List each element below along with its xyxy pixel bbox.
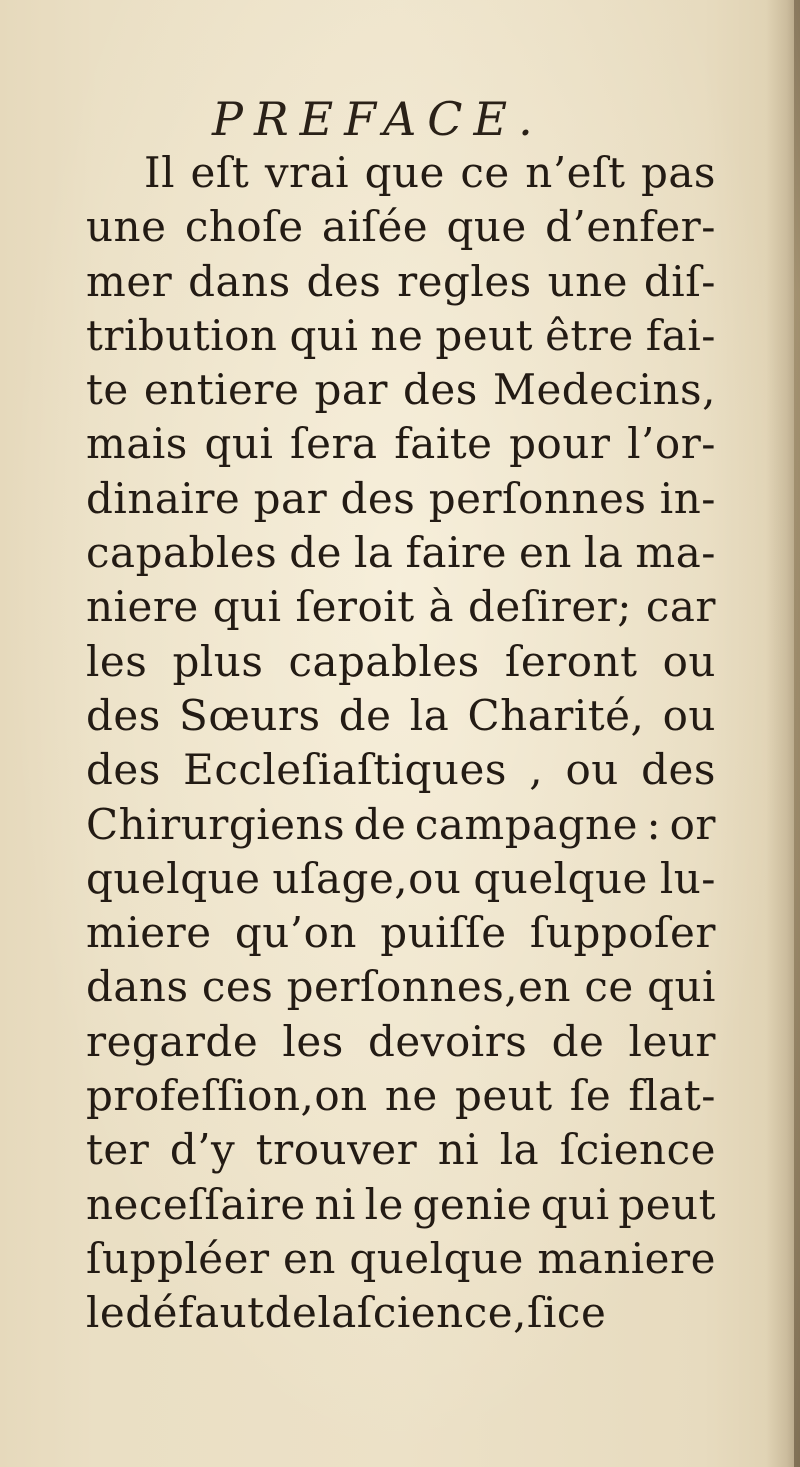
text-line-13 <box>86 798 716 852</box>
word: la <box>499 1125 540 1175</box>
word: flat- <box>628 1071 716 1121</box>
word: plus <box>172 636 264 686</box>
word: par <box>314 365 388 415</box>
word: les <box>282 1016 344 1066</box>
word: lu- <box>659 853 716 903</box>
word: qui <box>212 582 282 632</box>
word: la <box>409 690 450 740</box>
word: une <box>547 256 629 306</box>
word: qu’on <box>234 908 357 958</box>
word: ce <box>584 962 634 1012</box>
word: regarde <box>86 1016 259 1066</box>
book-spine-edge <box>794 0 800 1467</box>
word: ne <box>384 1071 438 1121</box>
text-line-5 <box>86 363 716 417</box>
word: pour <box>509 419 611 469</box>
word: ni <box>314 1179 356 1229</box>
word: des <box>403 365 478 415</box>
word: être <box>545 310 634 360</box>
word: campagne <box>414 799 638 849</box>
word: ſera <box>290 419 378 469</box>
word: profeſſion,on <box>86 1071 368 1121</box>
running-header: PREFACE. <box>212 92 544 146</box>
word: des <box>86 690 161 740</box>
word: : <box>646 799 662 849</box>
word: de <box>338 690 392 740</box>
word: ter <box>86 1125 150 1175</box>
word: quelque <box>473 853 648 903</box>
word: ſeroit <box>295 582 415 632</box>
word: ni <box>437 1125 480 1175</box>
word: tribution <box>86 310 278 360</box>
word: d’enfer- <box>545 202 716 252</box>
word: en <box>283 1233 336 1283</box>
word: des <box>641 745 716 795</box>
word: niere <box>86 582 199 632</box>
word: ne <box>370 310 424 360</box>
word: leur <box>628 1016 716 1066</box>
word: une <box>86 202 167 252</box>
word: peut <box>435 310 534 360</box>
word: l’or- <box>627 419 716 469</box>
text-line-20 <box>86 1178 716 1232</box>
word: peut <box>618 1179 716 1229</box>
text-line-12 <box>86 743 716 797</box>
word: ſi <box>526 1288 557 1338</box>
word: faire <box>405 528 507 578</box>
text-line-18 <box>86 1069 716 1123</box>
word: perſonnes <box>428 473 647 523</box>
word: le <box>86 1288 126 1338</box>
word: ou <box>565 745 619 795</box>
word: pas <box>640 148 716 197</box>
word: des <box>86 745 161 795</box>
word: in- <box>659 473 716 523</box>
word: ces <box>201 962 274 1012</box>
word: maniere <box>537 1233 716 1283</box>
text-line-7 <box>86 472 716 526</box>
word: ſe <box>569 1071 612 1121</box>
word: neceſſaire <box>86 1179 306 1229</box>
word: que <box>446 202 527 252</box>
word: dinaire <box>86 473 241 523</box>
word: ſcience <box>559 1125 716 1175</box>
word: puiſſe <box>380 908 507 958</box>
word: entiere <box>143 365 300 415</box>
text-line-2 <box>86 200 716 254</box>
word: la <box>583 528 624 578</box>
word: Medecins, <box>492 365 716 415</box>
text-line-6 <box>86 417 716 471</box>
word: n’eſt <box>525 148 626 197</box>
word: ce <box>460 148 510 197</box>
word: par <box>253 473 328 523</box>
word: Charité, <box>467 690 645 740</box>
body-text <box>86 146 716 1341</box>
word: le <box>364 1179 404 1229</box>
word: de <box>264 1288 318 1338</box>
word: devoirs <box>368 1016 528 1066</box>
word: ou <box>662 690 716 740</box>
word: miere <box>86 908 212 958</box>
text-line-3 <box>86 255 716 309</box>
word: à <box>428 582 455 632</box>
word: dans <box>86 962 189 1012</box>
word: qui <box>204 419 274 469</box>
word: d’y <box>169 1125 236 1175</box>
word: faite <box>394 419 493 469</box>
text-line-14 <box>86 852 716 906</box>
text-line-19 <box>86 1123 716 1177</box>
word: genie <box>412 1179 533 1229</box>
word: ce <box>556 1288 607 1338</box>
word: de <box>289 528 342 578</box>
word: capables <box>288 636 480 686</box>
word: car <box>645 582 716 632</box>
word: aiſée <box>321 202 429 252</box>
word: Sœurs <box>179 690 321 740</box>
word: la <box>354 528 394 578</box>
word: défaut <box>125 1288 265 1338</box>
word: deſirer; <box>468 582 632 632</box>
text-line-4 <box>86 309 716 363</box>
word: regles <box>397 256 532 306</box>
text-line-16 <box>86 960 716 1014</box>
word: Chirurgiens <box>86 799 346 849</box>
word: qui <box>647 962 716 1012</box>
word: capables <box>86 528 278 578</box>
word: ou <box>662 636 716 686</box>
word: eſt <box>190 148 250 197</box>
word: ſuppléer <box>86 1233 270 1283</box>
word: diſ- <box>643 256 716 306</box>
word: ſcience, <box>356 1288 527 1338</box>
text-line-21 <box>86 1232 716 1286</box>
word: en <box>518 528 572 578</box>
word: fai- <box>645 310 716 360</box>
text-line-9 <box>86 580 716 634</box>
text-line-11 <box>86 689 716 743</box>
word: ma- <box>635 528 716 578</box>
word: qui <box>289 310 359 360</box>
word: peut <box>454 1071 553 1121</box>
word: uſage,ou <box>272 853 462 903</box>
word: des <box>306 256 382 306</box>
word: ſeront <box>504 636 638 686</box>
word: qui <box>540 1179 610 1229</box>
word: perſonnes,en <box>286 962 572 1012</box>
word: de <box>551 1016 605 1066</box>
word: des <box>340 473 416 523</box>
word: Eccleſiaſtiques <box>183 745 507 795</box>
text-line-22 <box>86 1286 716 1340</box>
text-line-1 <box>86 146 716 200</box>
text-line-15 <box>86 906 716 960</box>
word: choſe <box>184 202 304 252</box>
word: , <box>529 745 544 795</box>
word: dans <box>188 256 291 306</box>
word: ſuppoſer <box>529 908 716 958</box>
word: la <box>317 1288 357 1338</box>
word: vrai <box>264 148 350 197</box>
word: que <box>364 148 445 197</box>
word: quelque <box>349 1233 524 1283</box>
word: mais <box>86 419 188 469</box>
word: trouver <box>255 1125 418 1175</box>
word: mer <box>86 256 173 306</box>
word: quelque <box>86 853 261 903</box>
text-line-8 <box>86 526 716 580</box>
word: de <box>353 799 407 849</box>
word: te <box>86 365 129 415</box>
text-line-10 <box>86 635 716 689</box>
word: or <box>669 799 716 849</box>
word: Il <box>144 148 176 197</box>
text-line-17 <box>86 1015 716 1069</box>
word: les <box>86 636 148 686</box>
